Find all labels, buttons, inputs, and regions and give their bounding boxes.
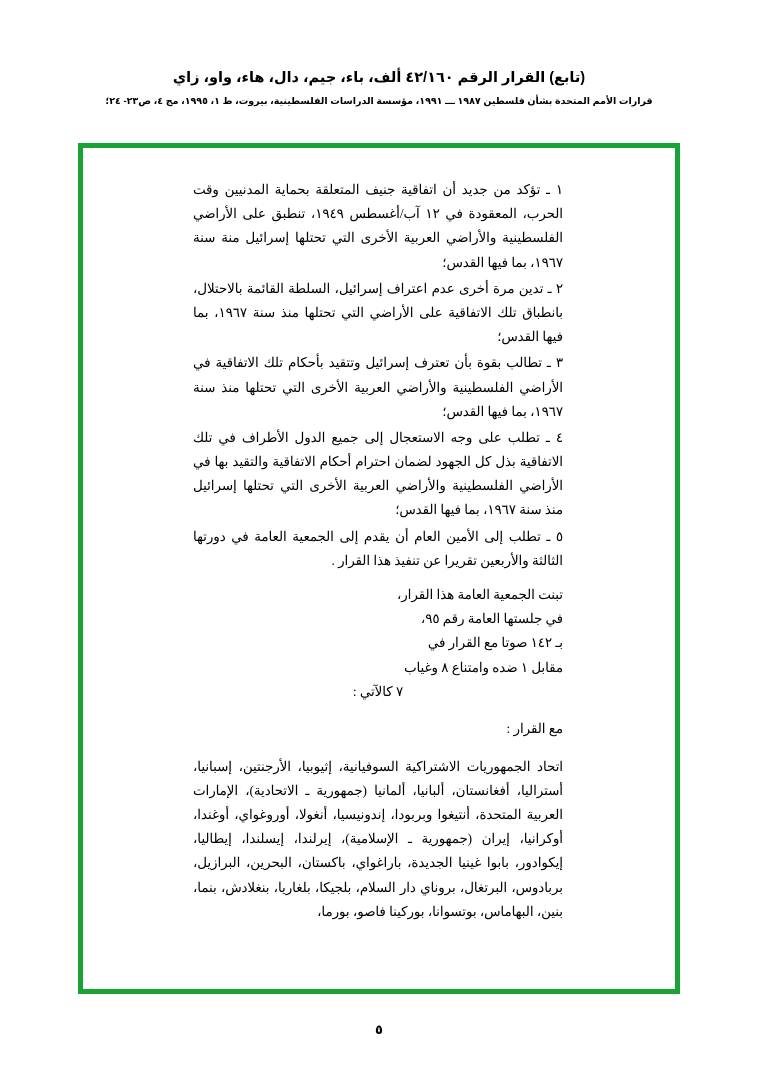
page-header bbox=[0, 0, 758, 110]
document-body bbox=[193, 178, 563, 924]
page-number: ٥ bbox=[375, 1022, 383, 1037]
vote-in-favor-countries: اتحاد الجمهوريات الاشتراكية السوفيانية، إثيوبيا، الأرجنتين، إسبانيا، أستراليا، أفغانستان، ألبانيا، ألمانيا (جمهورية ـ الاتحادية)، الإمارات العربية المتحدة، أنتيغوا وبربودا، إندونيسيا، أنغولا، أوروغواي، أوغندا، أوكرانيا، إيران (جمهورية ـ الإسلامية)، إيرلندا، إيسلندا، إيطاليا، إيكوادور، بابوا غينيا الجديدة، باراغواي، باكستان، البحرين، البرازيل، بربادوس، البرتغال، بروناي دار السلام، بلجيكا، بلغاريا، بنغلادش، بنما، بنين، البهاماس، بوتسوانا، بوركينا فاصو، بورما، bbox=[193, 758, 563, 919]
resolution-paragraph-4: ٤ ـ تطلب على وجه الاستعجال إلى جميع الدول الأطراف في تلك الاتفاقية بذل كل الجهود لضمان احترام أحكام الاتفاقية والتقيد بها في الأراضي الفلسطينية والأراضي العربية الأخرى التي تحتلها إسرائيل منذ سنة ١٩٦٧، بما فيها القدس؛ bbox=[193, 429, 563, 518]
resolution-paragraph-1: ١ ـ تؤكد من جديد أن اتفاقية جنيف المتعلقة بحماية المدنيين وقت الحرب، المعقودة في ١٢ آب/أغسطس ١٩٤٩، تنطبق على الأراضي الفلسطينية والأراضي العربية الأخرى التي تحتلها إسرائيل منة سنة ١٩٦٧، بما فيها القدس؛ bbox=[193, 182, 563, 270]
vote-result-block bbox=[193, 583, 563, 704]
document-source-citation: قرارات الأمم المتحدة بشأن فلسطين ١٩٨٧ ـــ ١٩٩١، مؤسسة الدراسات الفلسطينية، بيروت، ط ١، ١٩٩٥، مج ٤، ص٢٣- ٢٤؛ bbox=[105, 96, 653, 108]
vote-line-3: بـ ١٤٢ صوتا مع القرار في bbox=[427, 635, 563, 651]
vote-line-4: مقابل ١ ضده وامتناع ٨ وغياب bbox=[403, 659, 563, 675]
green-border-frame bbox=[78, 143, 680, 994]
resolution-paragraph-5: ٥ ـ تطلب إلى الأمين العام أن يقدم إلى الجمعية العامة في دورتها الثالثة والأربعين تقريرا عن تنفيذ هذا القرار . bbox=[193, 528, 563, 568]
document-title: (تابع) القرار الرقم ٤٢/١٦٠ ألف، باء، جيم، دال، هاء، واو، زاي bbox=[172, 70, 586, 86]
vote-line-2: في جلستها العامة رقم ٩٥، bbox=[420, 611, 563, 627]
vote-in-favor-group bbox=[193, 717, 563, 924]
vote-line-1: تبنت الجمعية العامة هذا القرار، bbox=[396, 587, 563, 602]
vote-in-favor-label: مع القرار : bbox=[506, 721, 563, 737]
resolution-paragraph-2: ٢ ـ تدين مرة أخرى عدم اعتراف إسرائيل، السلطة القائمة بالاحتلال، بانطباق تلك الاتفاقية على الأراضي التي تحتلها منذ سنة ١٩٦٧، بما فيها القدس؛ bbox=[193, 280, 564, 345]
resolution-paragraph-3: ٣ ـ تطالب بقوة بأن تعترف إسرائيل وتتقيد بأحكام تلك الاتفاقية في الأراضي الفلسطينية والأراضي العربية الأخرى التي تحتلها منذ سنة ١٩٦٧، بما فيها القدس؛ bbox=[193, 355, 563, 419]
vote-line-5: ٧ كالآتي : bbox=[352, 683, 404, 699]
